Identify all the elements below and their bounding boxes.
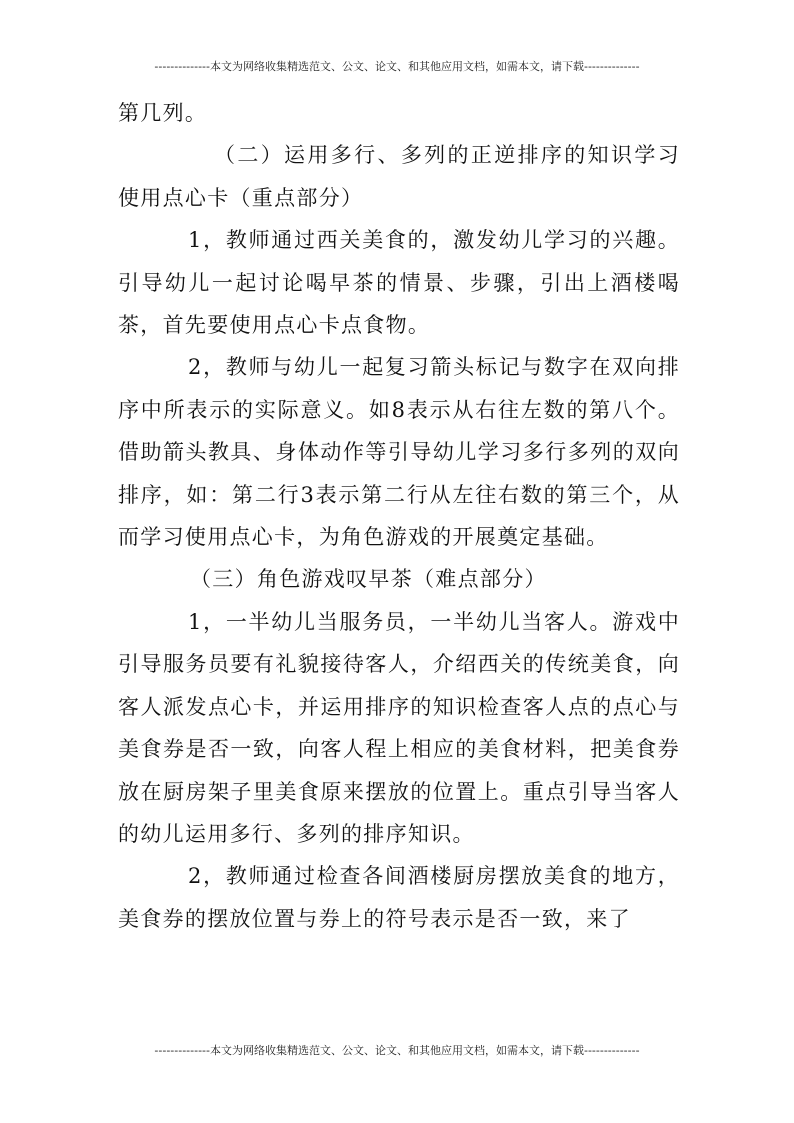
paragraph-continuation: 第几列。 [118, 101, 208, 125]
paragraph-game-step-2: 2，教师通过检查各间酒楼厨房摆放美食的地方，美食券的摆放位置与券上的符号表示是否一致，来了 [118, 864, 680, 931]
paragraph-step-1: 1，教师通过西关美食的，激发幼儿学习的兴趣。引导幼儿一起讨论喝早茶的情景、步骤，引出上酒楼喝茶，首先要使用点心卡点食物。 [118, 228, 680, 338]
document-body [118, 92, 680, 940]
page-header-notice: --------------本文为网络收集精选范文、公文、论文、和其他应用文档，如需本文，请下载-------------- [154, 60, 640, 73]
paragraph-step-2: 2，教师与幼儿一起复习箭头标记与数字在双向排序中所表示的实际意义。如8表示从右往左数的第八个。借助箭头教具、身体动作等引导幼儿学习多行多列的双向排序，如：第二行3表示第二行从左往右数的第三个，从而学习使用点心卡，为角色游戏的开展奠定基础。 [118, 355, 680, 550]
paragraph-game-step-1: 1，一半幼儿当服务员，一半幼儿当客人。游戏中引导服务员要有礼貌接待客人，介绍西关的传统美食，向客人派发点心卡，并运用排序的知识检查客人点的点心与美食券是否一致，向客人程上相应的美食材料，把美食券放在厨房架子里美食原来摆放的位置上。重点引导当客人的幼儿运用多行、多列的排序知识。 [118, 609, 680, 846]
page-footer-notice: --------------本文为网络收集精选范文、公文、论文、和其他应用文档，如需本文，请下载-------------- [154, 1044, 640, 1057]
section-heading-2: （二）运用多行、多列的正逆排序的知识学习使用点心卡（重点部分） [118, 143, 680, 210]
section-heading-3: （三）角色游戏叹早茶（难点部分） [190, 567, 547, 592]
